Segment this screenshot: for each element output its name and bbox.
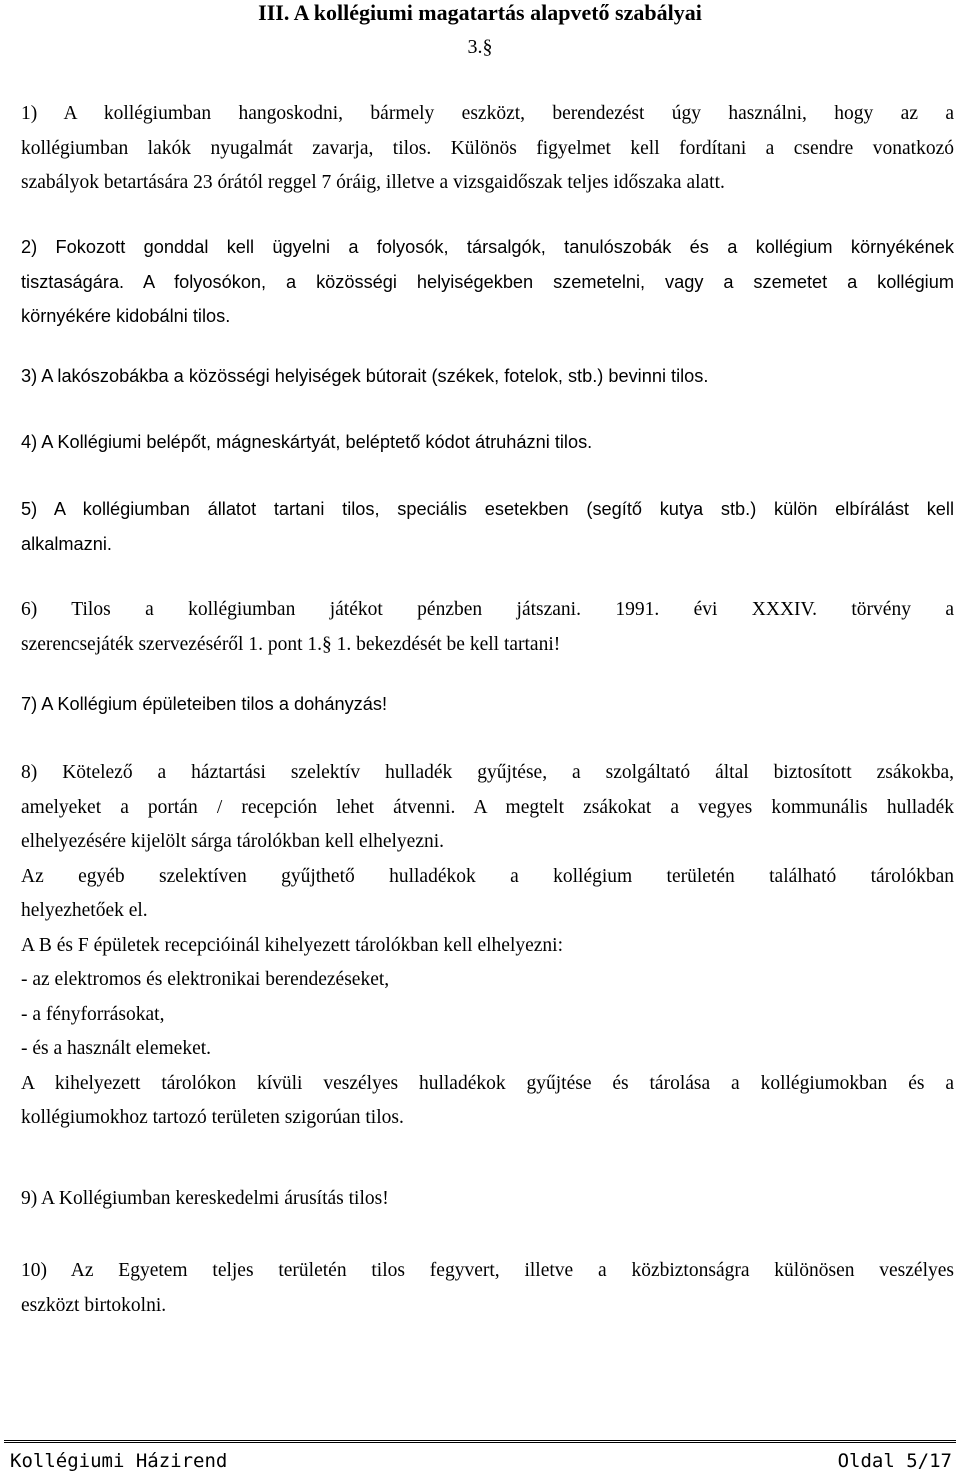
rule-8-line: elhelyezésére kijelölt sárga tárolókban kell elhelyezni. — [21, 831, 445, 852]
rule-5-line: alkalmazni. — [21, 533, 112, 554]
rule-1 — [21, 97, 954, 201]
rule-5 — [21, 492, 954, 561]
rule-8-line: kollégiumokhoz tartozó területen szigorúan tilos. — [21, 1107, 404, 1128]
rule-10-line: 10) Az Egyetem teljes területén tilos fegyvert, illetve a közbiztonságra különösen veszélyes — [21, 1260, 954, 1281]
section-heading: III. A kollégiumi magatartás alapvető szabályai — [258, 0, 702, 25]
footer-page-number: Oldal 5/17 — [837, 1450, 952, 1472]
rule-3-line: 3) A lakószobákba a közösségi helyiségek bútorait (székek, fotelok, stb.) bevinni tilos. — [21, 366, 709, 386]
rule-8-line: - a fényforrásokat, — [21, 1003, 165, 1025]
rule-2-line: környékére kidobálni tilos. — [21, 306, 231, 326]
rule-7-line: 7) A Kollégium épületeiben tilos a dohányzás! — [21, 694, 388, 714]
rule-1-line: 1) A kollégiumban hangoskodni, bármely eszközt, berendezést úgy használni, hogy az a — [21, 103, 954, 124]
rule-2 — [21, 230, 954, 334]
rule-8 — [21, 756, 954, 1136]
rule-8-line: helyezhetőek el. — [21, 900, 148, 921]
rule-2-line: tisztaságára. A folyosókon, a közösségi helyiségekben szemetelni, vagy a szemetet a kollégium — [21, 271, 954, 292]
rule-6-line: szerencsejáték szervezéséről 1. pont 1.§ 1. bekezdését be kell tartani! — [21, 633, 561, 655]
rule-5-line: 5) A kollégiumban állatot tartani tilos, speciális esetekben (segítő kutya stb.) külön elbírálást kell — [21, 499, 954, 519]
rule-4 — [21, 425, 954, 460]
rule-6-line: 6) Tilos a kollégiumban játékot pénzben játszani. 1991. évi XXXIV. törvény a — [21, 599, 954, 620]
paragraph-number: 3.§ — [467, 36, 493, 58]
rule-8-line: A B és F épületek recepcióinál kihelyezett tárolókban kell elhelyezni: — [21, 934, 564, 956]
footer-divider — [4, 1440, 956, 1443]
rule-9 — [21, 1182, 954, 1217]
rule-8-line: A kihelyezett tárolókon kívüli veszélyes hulladékok gyűjtése és tárolása a kollégiumokban és a — [21, 1072, 954, 1094]
rule-1-line: kollégiumban lakók nyugalmát zavarja, tilos. Különös figyelmet kell fordítani a csendre vonatkozó — [21, 137, 954, 159]
rule-8-line: - az elektromos és elektronikai berendezéseket, — [21, 969, 390, 990]
footer-document-title: Kollégiumi Házirend — [10, 1450, 228, 1472]
rule-8-line: - és a használt elemeket. — [21, 1038, 212, 1059]
rule-10-line: eszközt birtokolni. — [21, 1294, 167, 1316]
rule-4-line: 4) A Kollégiumi belépőt, mágneskártyát, beléptető kódot átruházni tilos. — [21, 432, 593, 452]
rule-6 — [21, 593, 954, 662]
rule-8-line: Az egyéb szelektíven gyűjthető hulladékok a kollégium területén található tárolókban — [21, 865, 954, 887]
rule-8-line: amelyeket a portán / recepción lehet átvenni. A megtelt zsákokat a vegyes kommunális hulladék — [21, 796, 954, 818]
rule-2-line: 2) Fokozott gonddal kell ügyelni a folyosók, társalgók, tanulószobák és a kollégium környékének — [21, 237, 954, 257]
rule-7 — [21, 687, 954, 722]
rule-9-line: 9) A Kollégiumban kereskedelmi árusítás tilos! — [21, 1188, 389, 1209]
rule-3 — [21, 359, 954, 394]
rule-10 — [21, 1254, 954, 1323]
rule-1-line: szabályok betartására 23 órától reggel 7 óráig, illetve a vizsgaidőszak teljes időszaka alatt. — [21, 172, 725, 193]
rule-8-line: 8) Kötelező a háztartási szelektív hulladék gyűjtése, a szolgáltató által biztosított zsákokba, — [21, 762, 954, 783]
